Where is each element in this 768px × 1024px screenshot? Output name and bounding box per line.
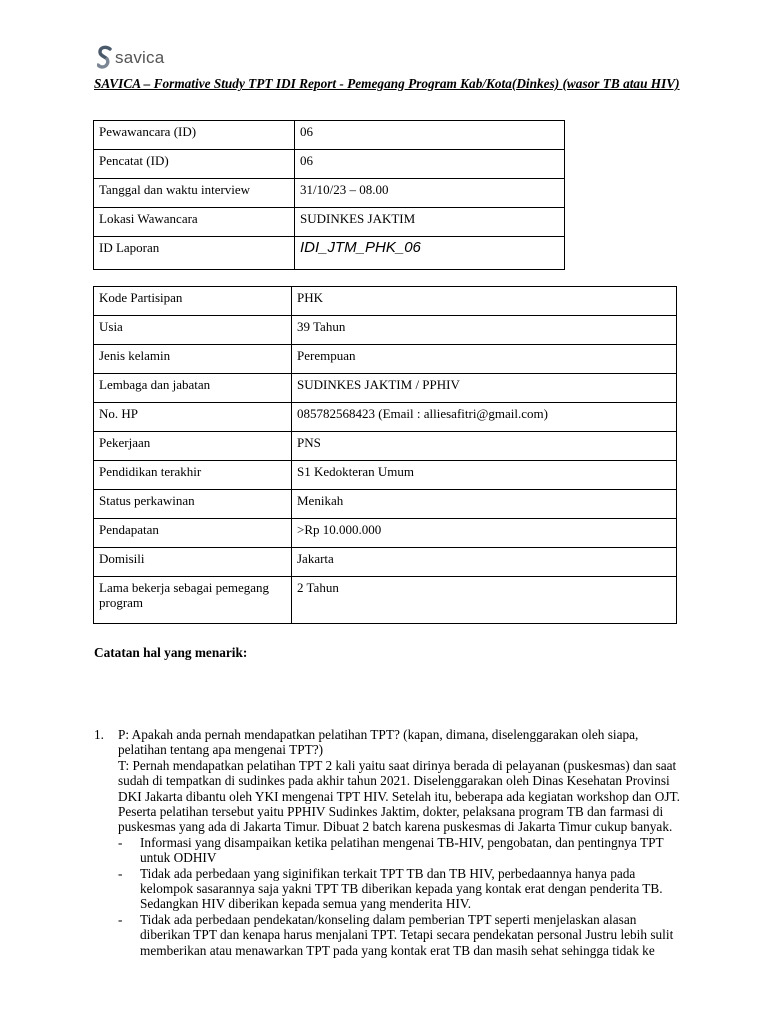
table-row [94,490,677,519]
row-value: 06 [295,121,565,150]
table-row [94,121,565,150]
row-label: Pendidikan terakhir [94,461,292,490]
participant-info-table [93,286,677,624]
row-value: 2 Tahun [292,577,677,624]
row-label: Pewawancara (ID) [94,121,295,150]
row-label: Usia [94,316,292,345]
row-label: ID Laporan [94,237,295,270]
table-row [94,403,677,432]
row-value: 06 [295,150,565,179]
row-value: SUDINKES JAKTIM / PPHIV [292,374,677,403]
item-content [118,727,684,958]
row-value: 39 Tahun [292,316,677,345]
table-row [94,577,677,624]
bullet-item [118,866,684,912]
row-value: PNS [292,432,677,461]
table-row [94,432,677,461]
row-label: Pendapatan [94,519,292,548]
row-value: Menikah [292,490,677,519]
row-label: Domisili [94,548,292,577]
bullet-text: Tidak ada perbedaan pendekatan/konseling dalam pemberian TPT seperti menjelaskan alasan diberikan TPT dan kenapa harus menjalani TPT. Tetapi secara pendekatan personal Justru lebih sulit memberikan atau menawarkan TPT pada yang kontak erat TB dan masih sehat sehingga tidak ke [140,911,674,958]
row-label: Jenis kelamin [94,345,292,374]
bullet-item [118,912,684,958]
row-label: Tanggal dan waktu interview [94,179,295,208]
row-label: Kode Partisipan [94,287,292,316]
table-row [94,461,677,490]
bullet-text: Informasi yang disampaikan ketika pelatihan mengenai TB-HIV, pengobatan, dan pentingnya TPT untuk ODHIV [140,834,664,866]
qa-section [94,727,684,958]
row-value: S1 Kedokteran Umum [292,461,677,490]
row-value: 085782568423 (Email : alliesafitri@gmail.com) [292,403,677,432]
question-text: P: Apakah anda pernah mendapatkan pelatihan TPT? (kapan, dimana, diselenggarakan oleh siapa, pelatihan tentang apa mengenai TPT?) [118,727,639,758]
row-value: Jakarta [292,548,677,577]
interview-info-table [93,120,565,270]
row-value: IDI_JTM_PHK_06 [295,237,565,270]
table-row [94,208,565,237]
row-value: 31/10/23 – 08.00 [295,179,565,208]
bullet-text: Tidak ada perbedaan yang siginifikan terkait TPT TB dan TB HIV, perbedaannya hanya pada kelompok sasarannya saja yakni TPT TB diberikan kepada yang kontak erat dengan penderita TB. Sedangkan HIV diberikan kepada semua yang menderita HIV. [140,865,663,912]
row-label: Status perkawinan [94,490,292,519]
row-label: Lembaga dan jabatan [94,374,292,403]
table-row [94,237,565,270]
table-row [94,374,677,403]
bullet-item [118,835,684,866]
row-value: Perempuan [292,345,677,374]
table-row [94,150,565,179]
table-row [94,287,677,316]
row-label: Pencatat (ID) [94,150,295,179]
row-value: SUDINKES JAKTIM [295,208,565,237]
table-row [94,345,677,374]
logo-text: savica [115,48,165,67]
row-label: Lokasi Wawancara [94,208,295,237]
item-number: 1. [94,727,104,742]
savica-s-icon [97,45,113,71]
table-row [94,519,677,548]
table-row [94,179,565,208]
row-label: No. HP [94,403,292,432]
document-title: SAVICA – Formative Study TPT IDI Report - Pemegang Program Kab/Kota(Dinkes) (wasor TB atau HIV) [94,76,680,91]
notes-heading: Catatan hal yang menarik: [94,645,248,660]
savica-logo [97,44,164,72]
answer-text: T: Pernah mendapatkan pelatihan TPT 2 kali yaitu saat dirinya berada di pelayanan (puskesmas) dan saat sudah di tempatkan di sudinkes pada akhir tahun 2021. Diselenggarakan oleh Dinas Kesehatan Provinsi DKI Jakarta dibantu oleh YKI mengenai TPT HIV. Setelah itu, beberapa ada kegiatan workshop dan OJT. Peserta pelatihan tersebut yaitu PPHIV Sudinkes Jaktim, dokter, pelaksana program TB dan farmasi di puskesmas yang ada di Jakarta Timur. Dibuat 2 batch karena puskesmas di Jakarta Timur cukup banyak. [118,757,681,835]
row-value: PHK [292,287,677,316]
table-row [94,548,677,577]
row-value: >Rp 10.000.000 [292,519,677,548]
row-label: Pekerjaan [94,432,292,461]
table-row [94,316,677,345]
bullet-marker: - [118,865,123,881]
list-item [94,727,684,958]
row-label: Lama bekerja sebagai pemegang program [94,577,292,624]
bullet-marker: - [118,911,123,927]
bullet-marker: - [118,834,123,850]
